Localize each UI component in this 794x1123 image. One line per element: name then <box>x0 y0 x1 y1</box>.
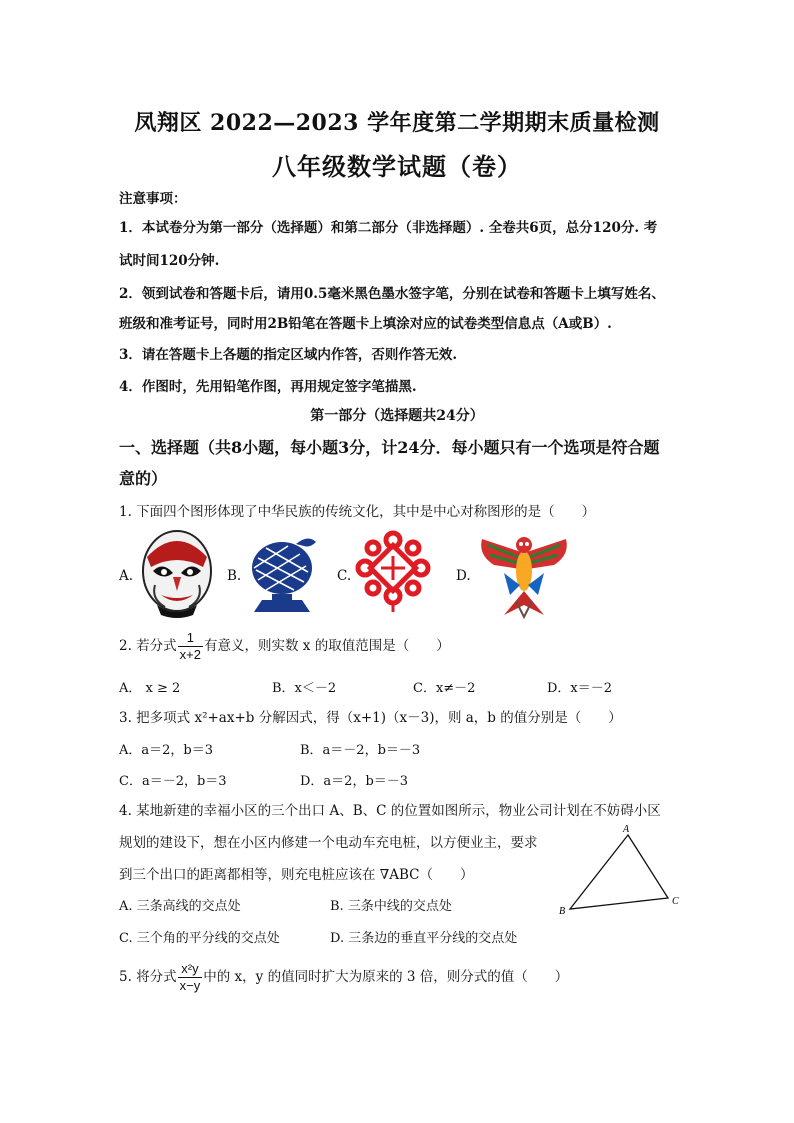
question-4-stem-line2: 规划的建设下，想在小区内修建一个电动车充电桩，以方便业主，要求 <box>119 835 538 851</box>
q5-stem-after: 中的 x，y 的值同时扩大为原来的 3 倍，则分式的值（ ） <box>203 969 569 985</box>
q2-fraction-denominator: x+2 <box>179 647 201 662</box>
q2-option-a: A． x ≥ 2 <box>119 681 181 696</box>
q3-option-b: B．a＝－2，b＝－3 <box>300 743 421 758</box>
notice-item: 3．请在答题卡上各题的指定区域内作答，否则作答无效. <box>119 347 458 363</box>
vertex-a-label: A <box>623 824 630 835</box>
exam-subtitle: 八年级数学试题（卷） <box>272 152 522 181</box>
q2-stem-before: 2. 若分式 <box>119 638 177 654</box>
opera-mask-image <box>137 527 217 619</box>
question-5-stem <box>119 961 568 994</box>
q5-fraction <box>178 961 203 994</box>
q1-option-a-label: A. <box>119 568 134 584</box>
q3-option-c: C．a＝－2，b＝3 <box>119 774 227 789</box>
q4-option-c: C. 三个角的平分线的交点处 <box>119 931 280 946</box>
question-4-stem-line1: 4. 某地新建的幸福小区的三个出口 A、B、C 的位置如图所示，物业公司计划在不妨碍小区 <box>119 803 661 819</box>
q1-option-d-label: D. <box>456 568 471 584</box>
q2-option-c: C．x≠－2 <box>413 681 476 696</box>
notice-item: 班级和准考证号，同时用2B铅笔在答题卡上填涂对应的试卷类型信息点（A或B）. <box>119 316 612 332</box>
notice-heading: 注意事项： <box>119 191 187 207</box>
q2-fraction-numerator: 1 <box>186 630 194 645</box>
question-1-stem: 1. 下面四个图形体现了中华民族的传统文化，其中是中心对称图形的是（ ） <box>119 504 596 520</box>
q5-fraction-denominator: x−y <box>179 978 201 993</box>
q2-fraction <box>178 630 203 663</box>
q1-option-c-label: C. <box>337 568 352 584</box>
q5-fraction-numerator: x²y <box>181 961 199 976</box>
part1-heading: 第一部分（选择题共24分） <box>310 408 484 424</box>
notice-item: 1．本试卷分为第一部分（选择题）和第二部分（非选择题）. 全卷共6页，总分120分. 考 <box>119 220 658 236</box>
notice-item: 试时间120分钟. <box>119 253 220 269</box>
notice-item: 4．作图时，先用铅笔作图，再用规定签字笔描黑. <box>119 379 417 395</box>
q2-option-d: D．x＝－2 <box>547 681 613 696</box>
section-heading: 一、选择题（共8小题，每小题3分，计24分．每小题只有一个选项是符合题 <box>119 438 660 457</box>
triangle-abc-diagram <box>555 822 685 922</box>
question-2-stem <box>119 630 450 663</box>
q3-option-d: D．a＝2，b＝－3 <box>300 774 409 789</box>
notice-item: 2．领到试卷和答题卡后，请用0.5毫米黑色墨水签字笔，分别在试卷和答题卡上填写姓名、 <box>119 286 665 302</box>
q2-stem-after: 有意义，则实数 x 的取值范围是（ ） <box>204 638 450 654</box>
q5-stem-before: 5. 将分式 <box>119 969 177 985</box>
vertex-b-label: B <box>559 906 566 917</box>
q4-option-a: A. 三条高线的交点处 <box>119 899 241 914</box>
q4-option-b: B. 三条中线的交点处 <box>330 899 452 914</box>
q1-option-b-label: B. <box>227 568 242 584</box>
q2-option-b: B．x＜－2 <box>272 681 337 696</box>
bird-kite-image <box>474 525 574 619</box>
section-heading-cont: 意的） <box>119 469 168 488</box>
question-4-stem-line3: 到三个出口的距离都相等，则充电桩应该在 ∇ABC（ ） <box>119 867 474 883</box>
exam-title: 凤翔区 2022—2023 学年度第二学期期末质量检测 <box>134 110 660 136</box>
basket-papercut-image <box>244 530 324 614</box>
q3-option-a: A．a＝2，b＝3 <box>119 743 214 758</box>
q4-option-d: D. 三条边的垂直平分线的交点处 <box>330 931 518 946</box>
vertex-c-label: C <box>672 896 679 907</box>
question-3-stem: 3. 把多项式 x²+ax+b 分解因式，得（x+1)（x－3)，则 a，b 的值分别是（ ） <box>119 710 622 726</box>
chinese-knot-image <box>353 530 433 614</box>
triangle-abc <box>570 835 668 909</box>
